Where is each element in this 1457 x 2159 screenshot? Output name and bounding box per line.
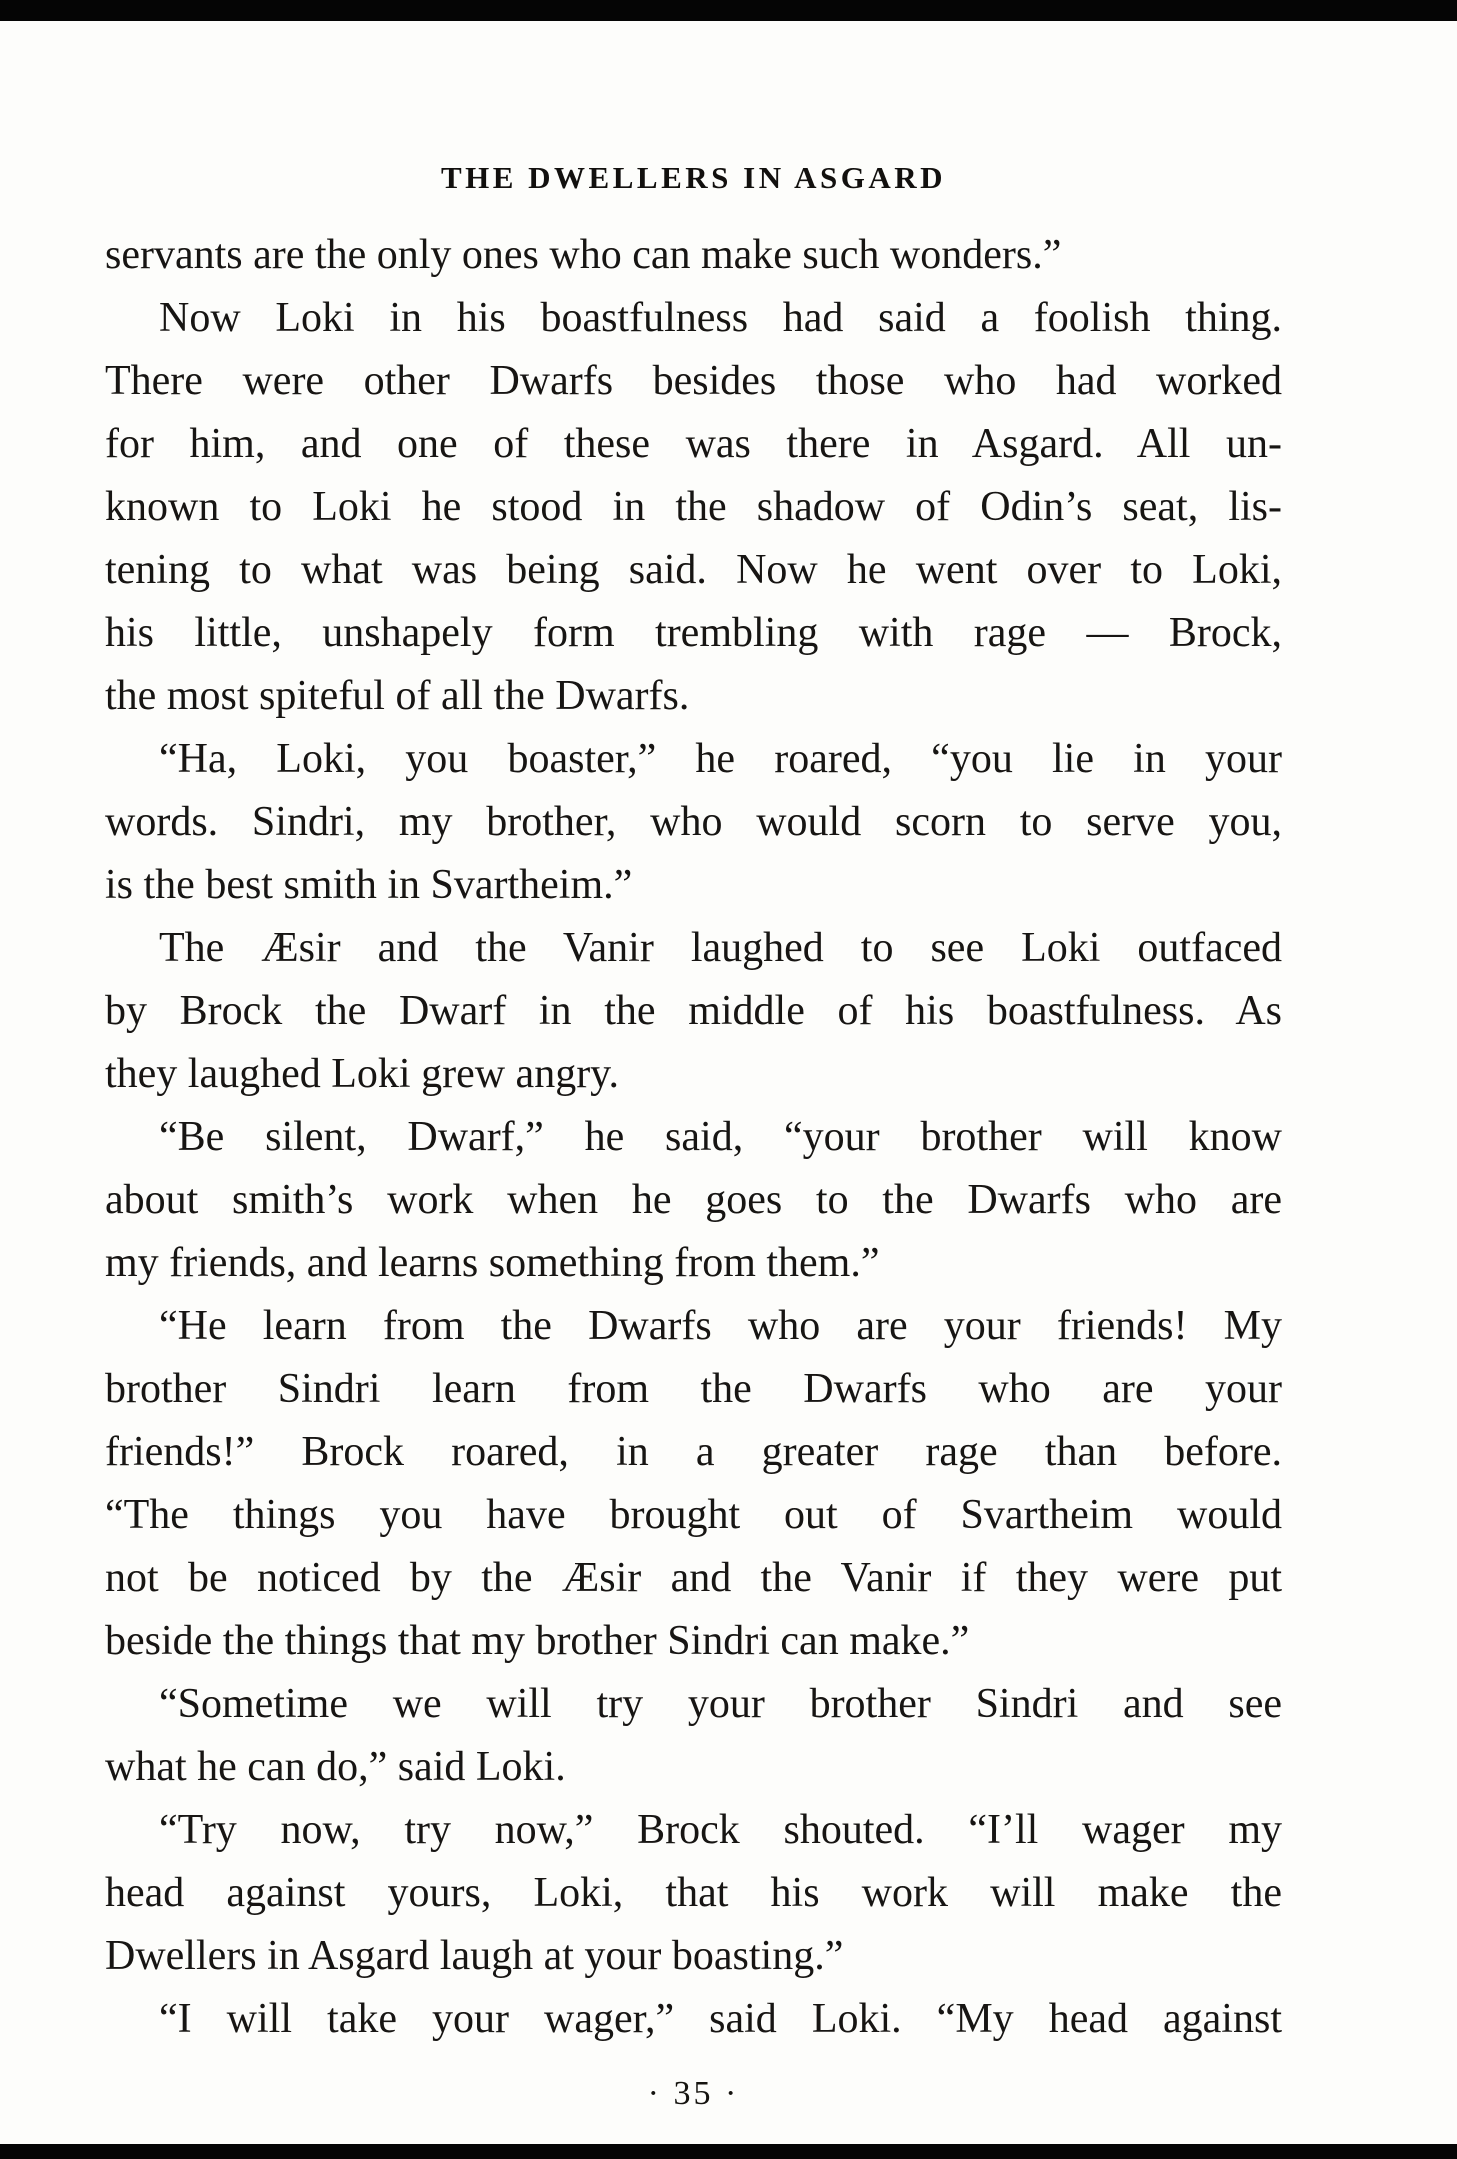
text-line: by Brock the Dwarf in the middle of his boastfulness. As xyxy=(105,988,1282,1034)
text-line: “He learn from the Dwarfs who are your friends! My xyxy=(159,1303,1282,1349)
text-line: servants are the only ones who can make such wonders.” xyxy=(105,232,1062,278)
text-line: There were other Dwarfs besides those who had worked xyxy=(105,358,1282,404)
text-line: “Ha, Loki, you boaster,” he roared, “you lie in your xyxy=(159,736,1282,782)
content-column xyxy=(105,0,1282,2159)
text-line: not be noticed by the Æsir and the Vanir if they were put xyxy=(105,1555,1282,1601)
page-number: · 35 · xyxy=(647,2075,740,2112)
text-line: brother Sindri learn from the Dwarfs who are your xyxy=(105,1366,1282,1412)
text-line: “Be silent, Dwarf,” he said, “your brother will know xyxy=(159,1114,1282,1160)
text-line: for him, and one of these was there in Asgard. All un- xyxy=(105,421,1282,467)
text-line: “The things you have brought out of Svartheim would xyxy=(105,1492,1282,1538)
text-line: head against yours, Loki, that his work will make the xyxy=(105,1870,1282,1916)
text-line: words. Sindri, my brother, who would scorn to serve you, xyxy=(105,799,1282,845)
text-block xyxy=(105,224,1282,2051)
text-line: “I will take your wager,” said Loki. “My head against xyxy=(159,1996,1282,2042)
text-line: my friends, and learns something from them.” xyxy=(105,1240,880,1286)
text-line: “Try now, try now,” Brock shouted. “I’ll wager my xyxy=(159,1807,1282,1853)
text-line: tening to what was being said. Now he went over to Loki, xyxy=(105,547,1282,593)
text-line: what he can do,” said Loki. xyxy=(105,1744,566,1790)
running-header: THE DWELLERS IN ASGARD xyxy=(440,160,947,195)
text-line: beside the things that my brother Sindri can make.” xyxy=(105,1618,970,1664)
text-line: they laughed Loki grew angry. xyxy=(105,1051,619,1097)
text-line: the most spiteful of all the Dwarfs. xyxy=(105,673,690,719)
text-line: his little, unshapely form trembling with rage — Brock, xyxy=(105,610,1282,656)
text-line: known to Loki he stood in the shadow of Odin’s seat, lis- xyxy=(105,484,1282,530)
text-line: is the best smith in Svartheim.” xyxy=(105,862,633,908)
text-line: friends!” Brock roared, in a greater rage than before. xyxy=(105,1429,1282,1475)
text-line: about smith’s work when he goes to the Dwarfs who are xyxy=(105,1177,1282,1223)
text-line: Now Loki in his boastfulness had said a foolish thing. xyxy=(159,295,1282,341)
scan-bottom-edge xyxy=(0,2144,1457,2159)
text-line: The Æsir and the Vanir laughed to see Loki outfaced xyxy=(159,925,1282,971)
text-line: Dwellers in Asgard laugh at your boasting.” xyxy=(105,1933,844,1979)
text-line: “Sometime we will try your brother Sindri and see xyxy=(159,1681,1282,1727)
